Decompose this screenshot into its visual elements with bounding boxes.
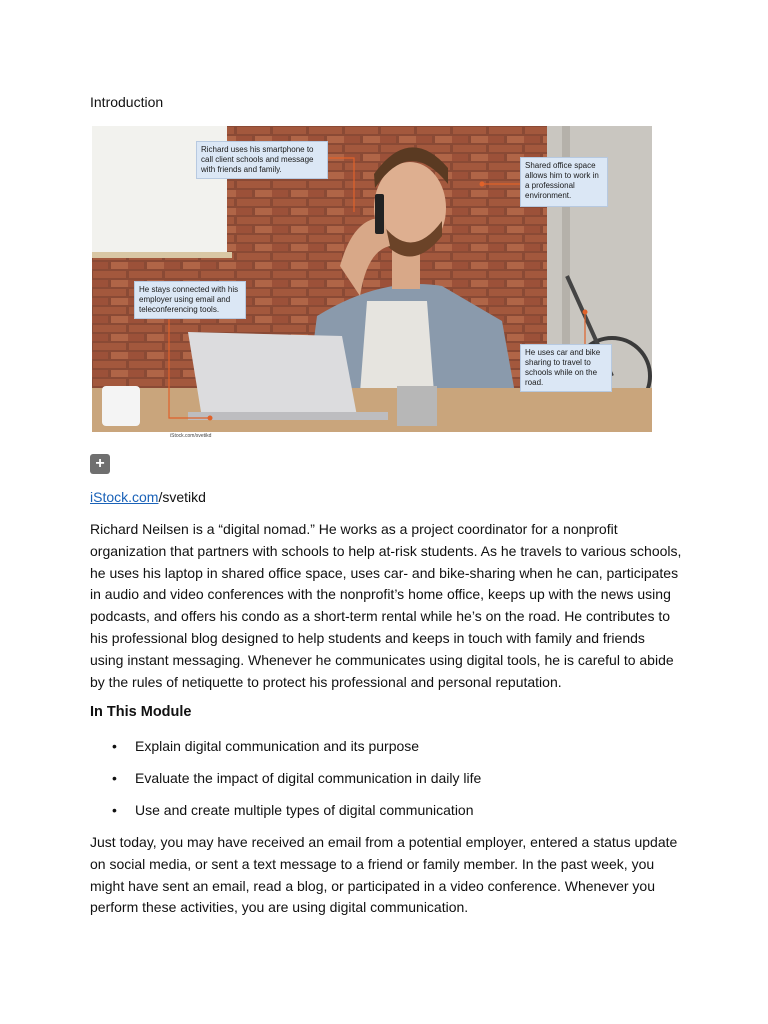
- objective-text: Evaluate the impact of digital communication in daily life: [135, 770, 482, 786]
- plus-icon[interactable]: +: [90, 454, 110, 474]
- bullet-icon: •: [112, 738, 117, 754]
- list-item: [90, 800, 481, 832]
- callout-car-bike-sharing: He uses car and bike sharing to travel to schools while on the road.: [520, 344, 612, 392]
- source-link[interactable]: iStock.com: [90, 489, 159, 505]
- callout-smartphone: Richard uses his smartphone to call client schools and message with friends and family.: [196, 141, 328, 179]
- objectives-list: [90, 736, 481, 832]
- bullet-icon: •: [112, 770, 117, 786]
- list-item: [90, 768, 481, 800]
- objective-text: Use and create multiple types of digital communication: [135, 802, 474, 818]
- figure-credit: iStock.com/svetikd: [170, 433, 212, 439]
- section-label: Introduction: [90, 94, 164, 110]
- intro-figure: [92, 126, 652, 432]
- list-item: [90, 736, 481, 768]
- bullet-icon: •: [112, 802, 117, 818]
- callout-shared-office: Shared office space allows him to work in a professional environment.: [520, 157, 608, 207]
- image-source: [90, 489, 206, 505]
- intro-paragraph: Richard Neilsen is a “digital nomad.” He works as a project coordinator for a nonprofit organization that partners with schools to help at-risk students. As he travels to various schools, he uses his laptop in shared office space, uses car- and bike-sharing when he can, participates in audio and video conferences with the nonprofit’s home office, keeps up with the news using podcasts, and offers his condo as a short-term rental while he’s on the road. He contributes to his professional blog designed to help students and keeps in touch with family and friends using instant messaging. Whenever he communicates using digital tools, he is careful to abide by the rules of netiquette to protect his professional and personal reputation.: [90, 521, 682, 690]
- module-heading: In This Module: [90, 704, 192, 720]
- body-paragraph: Just today, you may have received an email from a potential employer, entered a status update on social media, or sent a text message to a friend or family member. In the past week, you might have sent an email, read a blog, or participated in a video conference. Whenever you perform these activities, you are using digital communication.: [90, 834, 678, 916]
- callout-employer-connection: He stays connected with his employer using email and teleconferencing tools.: [134, 281, 246, 319]
- objective-text: Explain digital communication and its purpose: [135, 738, 420, 754]
- source-suffix: /svetikd: [158, 489, 206, 505]
